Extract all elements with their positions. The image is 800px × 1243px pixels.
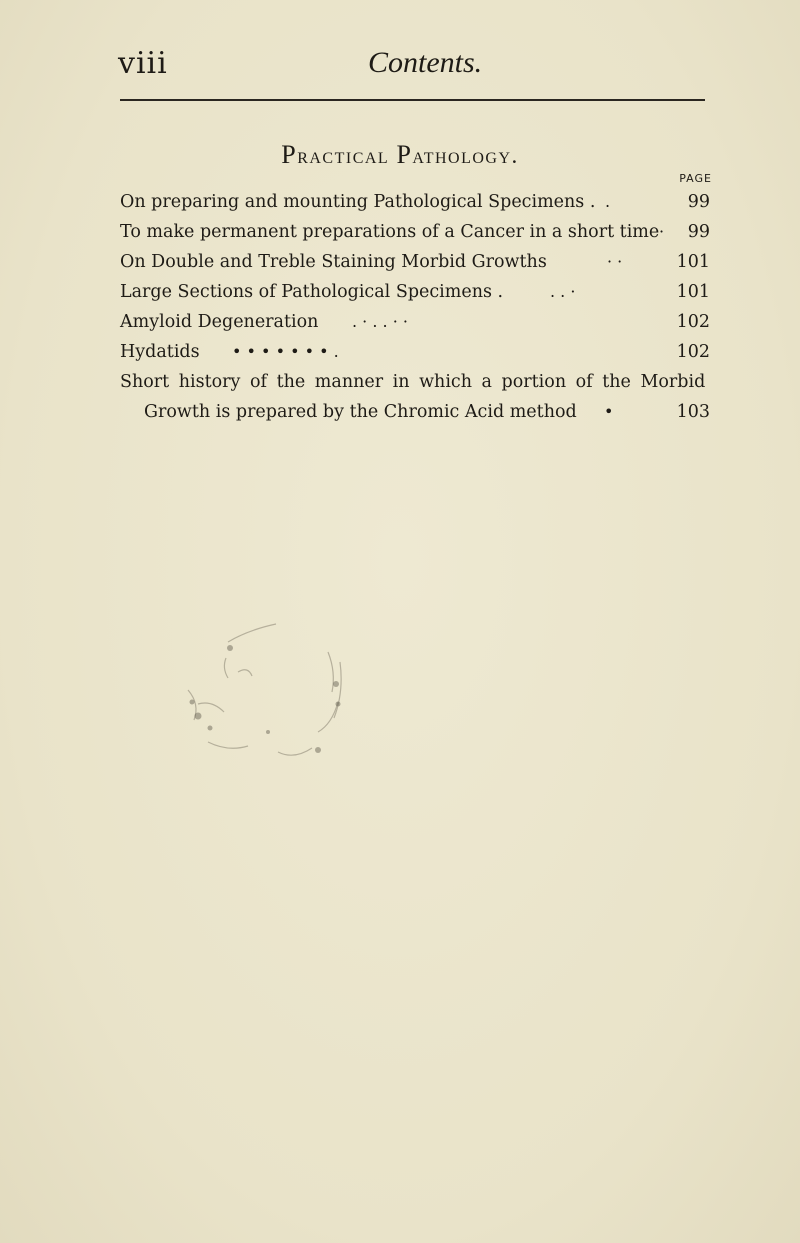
toc-entry [120,307,712,337]
running-title: Contents. [368,46,483,79]
toc-entry-title: Short history of the manner in which a portion of the Morbid [120,372,706,392]
page-folio: viii [118,46,168,81]
toc-leader: • • • • • • • . [232,342,339,361]
toc-entry-title: On preparing and mounting Pathological Specimens . [120,192,596,212]
toc-entry-title: Large Sections of Pathological Specimens . [120,282,504,302]
table-of-contents [120,187,712,427]
toc-entry-title: To make permanent preparations of a Cancer in a short time [120,222,660,242]
toc-entry-page: 101 [676,252,710,272]
toc-entry-page: 101 [676,282,710,302]
toc-leader: · · [607,252,623,271]
toc-entry-continuation [120,397,712,427]
toc-entry-title: On Double and Treble Staining Morbid Growths [120,252,547,272]
toc-entry-title: Hydatids [120,342,200,362]
toc-entry [120,187,712,217]
toc-entry [120,247,712,277]
page-column-label: PAGE [679,172,712,185]
toc-leader: . · . . · · [352,312,408,331]
toc-entry [120,217,712,247]
toc-leader: · [659,222,665,241]
toc-leader: • [604,402,614,421]
toc-entry-page: 102 [676,342,710,362]
toc-entry-page: 102 [676,312,710,332]
toc-entry [120,367,712,397]
toc-entry-page: 99 [687,222,710,242]
toc-entry-page: 103 [676,402,710,422]
header-rule [120,99,705,101]
toc-entry-title: Amyloid Degeneration [120,312,319,332]
toc-entry-page: 99 [687,192,710,212]
toc-entry-title: Growth is prepared by the Chromic Acid method [144,402,577,422]
toc-entry [120,277,712,307]
toc-entry [120,337,712,367]
toc-leader: . . · [550,282,576,301]
running-head [118,46,704,96]
section-title: Practical Pathology. [281,140,519,169]
ink-smudge-mark [168,612,388,772]
toc-leader: . [605,192,611,211]
